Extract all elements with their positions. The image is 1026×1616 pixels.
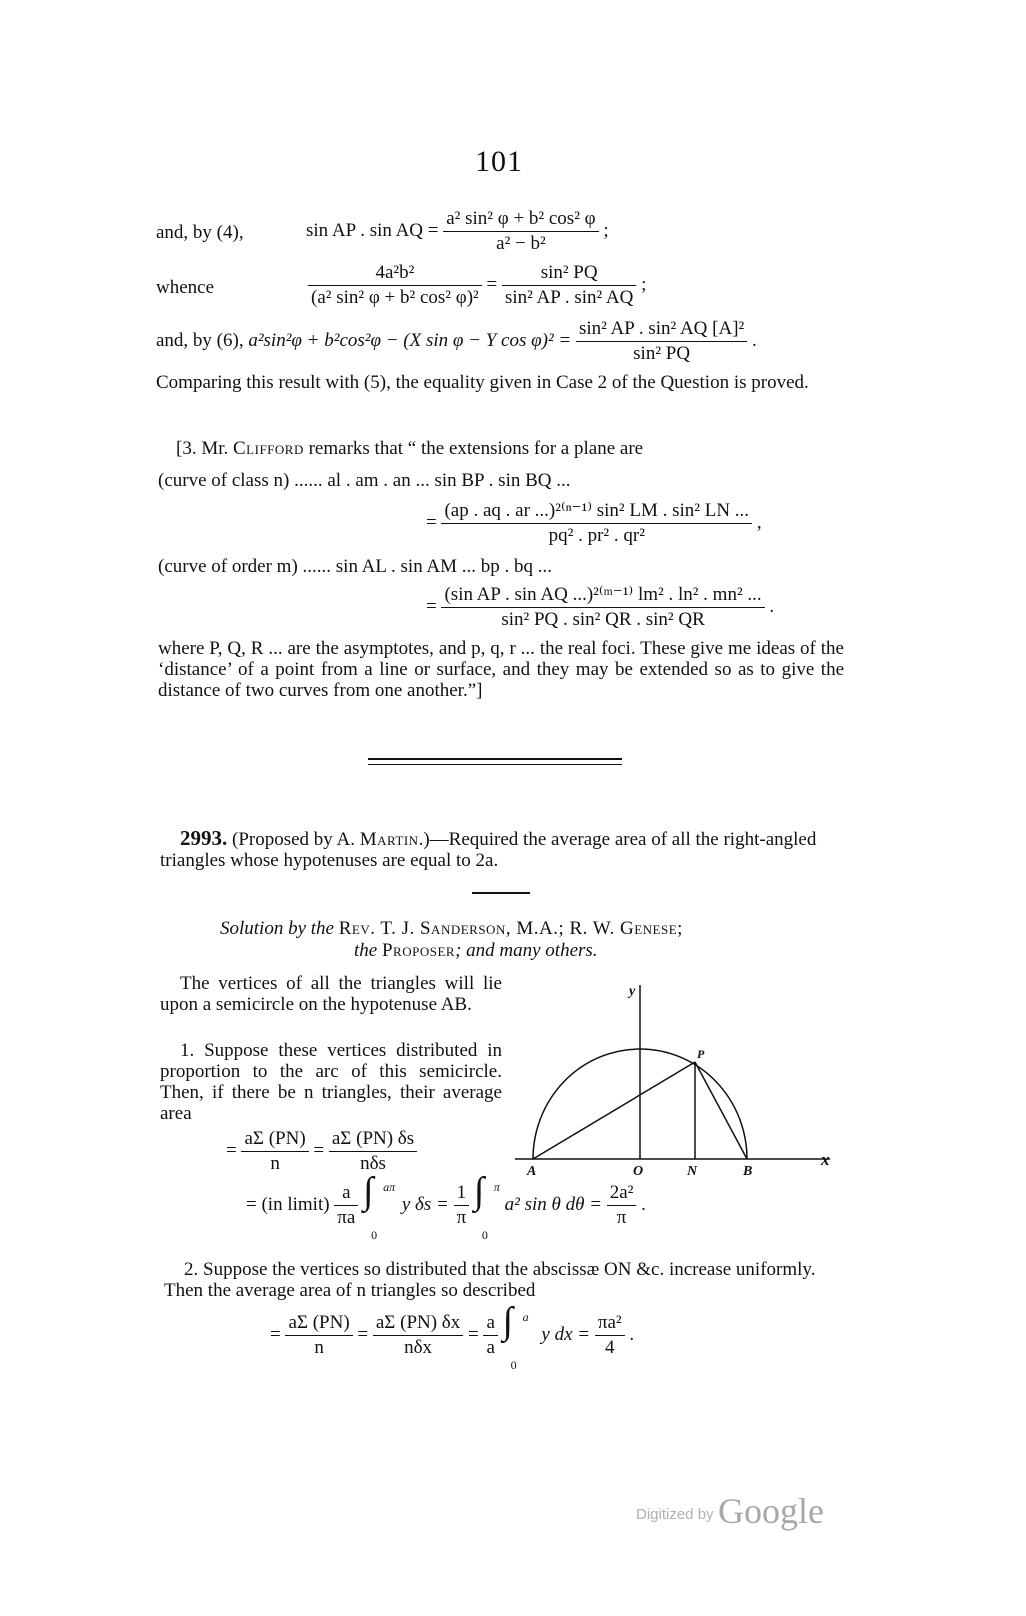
avg2-numerator-2: aΣ (PN) δx xyxy=(373,1312,463,1336)
clifford-frac2-fraction xyxy=(441,584,764,631)
avg1-fraction-2 xyxy=(329,1128,417,1175)
solution-by-line2-pre: the xyxy=(354,940,378,961)
clifford-frac1-equals: = xyxy=(426,511,437,533)
clifford-frac1-tail: , xyxy=(756,511,762,533)
eq1-fraction xyxy=(443,208,598,255)
integral-2 xyxy=(473,1169,500,1242)
google-logo: Google xyxy=(718,1491,824,1531)
limit-fraction-1 xyxy=(334,1182,358,1229)
label-y: y xyxy=(629,984,636,999)
limit-fraction-2-denominator: π xyxy=(456,1207,467,1228)
limit-result-denominator: π xyxy=(616,1207,627,1228)
limit-equation xyxy=(246,1169,646,1242)
clifford-frac2-tail: . xyxy=(769,595,775,617)
eq3-lead: and, by (6), xyxy=(156,329,244,351)
solution-paragraph-2: 1. Suppose these vertices distributed in proportion to the arc of this semicircle. Then, if there be n triangles, their average area xyxy=(160,1040,502,1124)
eq1-denominator: a² − b² xyxy=(496,233,546,254)
limit-fraction-1-denominator: πa xyxy=(337,1207,356,1228)
clifford-frac2-numerator: (sin AP . sin AQ ...)²⁽ᵐ⁻¹⁾ lm² . ln² . mn² ... xyxy=(441,584,764,608)
separator-rule-bottom xyxy=(368,764,622,765)
limit-fraction-1-numerator: a xyxy=(334,1182,358,1206)
solution-by-line1 xyxy=(220,918,683,940)
clifford-frac1-numerator: (ap . aq . ar ...)²⁽ⁿ⁻¹⁾ sin² LM . sin² LN ... xyxy=(441,500,752,524)
avg2-body: y dx = xyxy=(541,1323,591,1345)
integral-3 xyxy=(502,1299,529,1372)
limit-tail: . xyxy=(641,1193,646,1215)
eq2-fraction-left xyxy=(308,262,482,309)
eq2-numerator-left: 4a²b² xyxy=(308,262,482,286)
avg2-denominator-3: a xyxy=(486,1337,495,1358)
clifford-intro xyxy=(176,438,643,460)
eq2 xyxy=(308,262,646,309)
avg2-denominator-1: n xyxy=(314,1337,324,1358)
solution-by-proposer: Proposer xyxy=(381,940,456,961)
integral-1-lower: 0 xyxy=(371,1227,378,1242)
line-ap xyxy=(533,1062,695,1159)
eq1-lead: and, by (4), xyxy=(156,222,244,243)
label-x: x xyxy=(821,1150,830,1169)
avg2-denominator-2: nδx xyxy=(404,1337,433,1358)
clifford-frac2 xyxy=(426,584,774,631)
eq2-denominator-right: sin² AP . sin² AQ xyxy=(504,287,634,308)
eq3 xyxy=(156,318,757,365)
integral-2-lower: 0 xyxy=(481,1227,488,1242)
clifford-frac2-equals: = xyxy=(426,595,437,617)
avg2-equals-2: = xyxy=(357,1323,369,1345)
avg2-fraction-1 xyxy=(285,1312,352,1359)
avg1-equals: = xyxy=(226,1139,237,1161)
integral-3-lower: 0 xyxy=(510,1357,517,1372)
avg1-fraction-1 xyxy=(241,1128,308,1175)
clifford-frac2-denominator: sin² PQ . sin² QR . sin² QR xyxy=(501,609,705,630)
clifford-frac1-denominator: pq² . pr² . qr² xyxy=(548,525,645,546)
eq2-equals: = xyxy=(486,273,498,295)
avg2-result xyxy=(595,1312,625,1359)
avg2-fraction-3 xyxy=(483,1312,497,1359)
solution-by-authors: Rev. T. J. Sanderson, M.A.; R. W. Genese; xyxy=(338,918,683,939)
clifford-frac1 xyxy=(426,500,762,547)
clifford-name: Clifford xyxy=(233,438,304,459)
limit-fraction-2 xyxy=(454,1182,470,1229)
label-p: P xyxy=(697,1047,705,1061)
integral-2-upper: π xyxy=(493,1179,500,1194)
eq2-lead: whence xyxy=(156,277,215,298)
question-proposed-pre: (Proposed by A. xyxy=(232,829,355,850)
short-rule xyxy=(472,892,530,894)
clifford-intro-pre: [3. Mr. xyxy=(176,438,229,459)
integral-sign-3: ∫ xyxy=(502,1299,514,1342)
question-proposer: Martin xyxy=(359,829,419,850)
label-b: B xyxy=(743,1164,753,1175)
solution-by-line2 xyxy=(354,940,598,962)
avg2-equals: = xyxy=(270,1323,281,1345)
eq3-numerator: sin² AP . sin² AQ [A]² xyxy=(576,318,747,342)
clifford-intro-post: remarks that “ the extensions for a plane are xyxy=(308,438,644,459)
solution-paragraph-1: The vertices of all the triangles will lie upon a semicircle on the hypotenuse AB. xyxy=(160,973,502,1015)
avg2-fraction-2 xyxy=(373,1312,463,1359)
solution-by-line2-post: ; and many others. xyxy=(455,940,598,961)
page-number: 101 xyxy=(475,145,523,178)
semicircle-figure xyxy=(515,975,845,1175)
label-a: A xyxy=(527,1164,537,1175)
limit-result xyxy=(607,1182,637,1229)
avg1-numerator-2: aΣ (PN) δs xyxy=(329,1128,417,1152)
digitized-by-label: Digitized by xyxy=(636,1506,714,1523)
avg2-equals-3: = xyxy=(468,1323,479,1345)
avg1-equals-2: = xyxy=(313,1139,325,1161)
label-n: N xyxy=(687,1164,698,1175)
integral-sign-2: ∫ xyxy=(473,1169,485,1212)
clifford-closing: where P, Q, R ... are the asymptotes, and p, q, r ... the real foci. These give me ideas of the ‘distance’ of a point from a line or surface, and they may be extended so as to give the distance of two curves from one another.”] xyxy=(158,638,844,701)
avg2-result-numerator: πa² xyxy=(595,1312,625,1336)
eq2-fraction-right xyxy=(502,262,636,309)
question-number: 2993. xyxy=(180,826,228,850)
eq2-denominator-left: (a² sin² φ + b² cos² φ)² xyxy=(311,287,479,308)
limit-body-2: a² sin θ dθ = xyxy=(504,1193,603,1215)
solution-paragraph-3: 2. Suppose the vertices so distributed that the abscissæ ON &c. increase uniformly. Then the average area of n triangles so described xyxy=(164,1259,816,1301)
eq1-tail: ; xyxy=(603,219,609,241)
separator-rule-top xyxy=(368,758,622,760)
avg1-denominator-1: n xyxy=(270,1153,280,1174)
clifford-order-line: (curve of order m) ...... sin AL . sin AM ... bp . bq ... xyxy=(158,556,553,577)
average-eq-1 xyxy=(226,1128,417,1175)
eq1-numerator: a² sin² φ + b² cos² φ xyxy=(443,208,598,232)
eq3-lhs: a²sin²φ + b²cos²φ − (X sin φ − Y cos φ)² = xyxy=(248,329,572,351)
eq2-tail: ; xyxy=(641,273,647,295)
limit-fraction-2-numerator: 1 xyxy=(454,1182,470,1206)
avg2-numerator-1: aΣ (PN) xyxy=(285,1312,352,1336)
limit-body-1: y δs = xyxy=(401,1193,449,1215)
integral-1-upper: aπ xyxy=(383,1179,396,1194)
eq1 xyxy=(306,208,609,255)
limit-lead: (in limit) xyxy=(261,1193,330,1215)
question-2993 xyxy=(160,828,846,871)
question-text: .)—Required the average area of all the right-angled triangles whose hypotenuses are equal to 2a. xyxy=(160,829,817,871)
limit-result-numerator: 2a² xyxy=(607,1182,637,1206)
eq3-denominator: sin² PQ xyxy=(633,343,691,364)
clifford-class-line: (curve of class n) ...... al . am . an ... sin BP . sin BQ ... xyxy=(158,470,571,491)
eq1-lhs: sin AP . sin AQ = xyxy=(306,219,439,241)
solution-by-pre: Solution by the xyxy=(220,918,334,939)
clifford-frac1-fraction xyxy=(441,500,752,547)
avg2-result-denominator: 4 xyxy=(604,1337,615,1358)
compare-paragraph: Comparing this result with (5), the equality given in Case 2 of the Question is proved. xyxy=(156,372,809,393)
avg1-denominator-2: nδs xyxy=(360,1153,386,1174)
avg2-tail: . xyxy=(629,1323,635,1345)
avg2-numerator-3: a xyxy=(483,1312,497,1336)
limit-equals: = xyxy=(246,1193,257,1215)
average-eq-2 xyxy=(270,1299,635,1372)
integral-3-upper: a xyxy=(522,1309,529,1324)
eq2-numerator-right: sin² PQ xyxy=(502,262,636,286)
integral-1 xyxy=(363,1169,396,1242)
eq3-tail: . xyxy=(751,329,757,351)
label-o: O xyxy=(633,1164,644,1175)
integral-sign-1: ∫ xyxy=(363,1169,374,1212)
eq3-fraction xyxy=(576,318,747,365)
avg1-numerator-1: aΣ (PN) xyxy=(241,1128,308,1152)
line-pb xyxy=(695,1062,747,1159)
